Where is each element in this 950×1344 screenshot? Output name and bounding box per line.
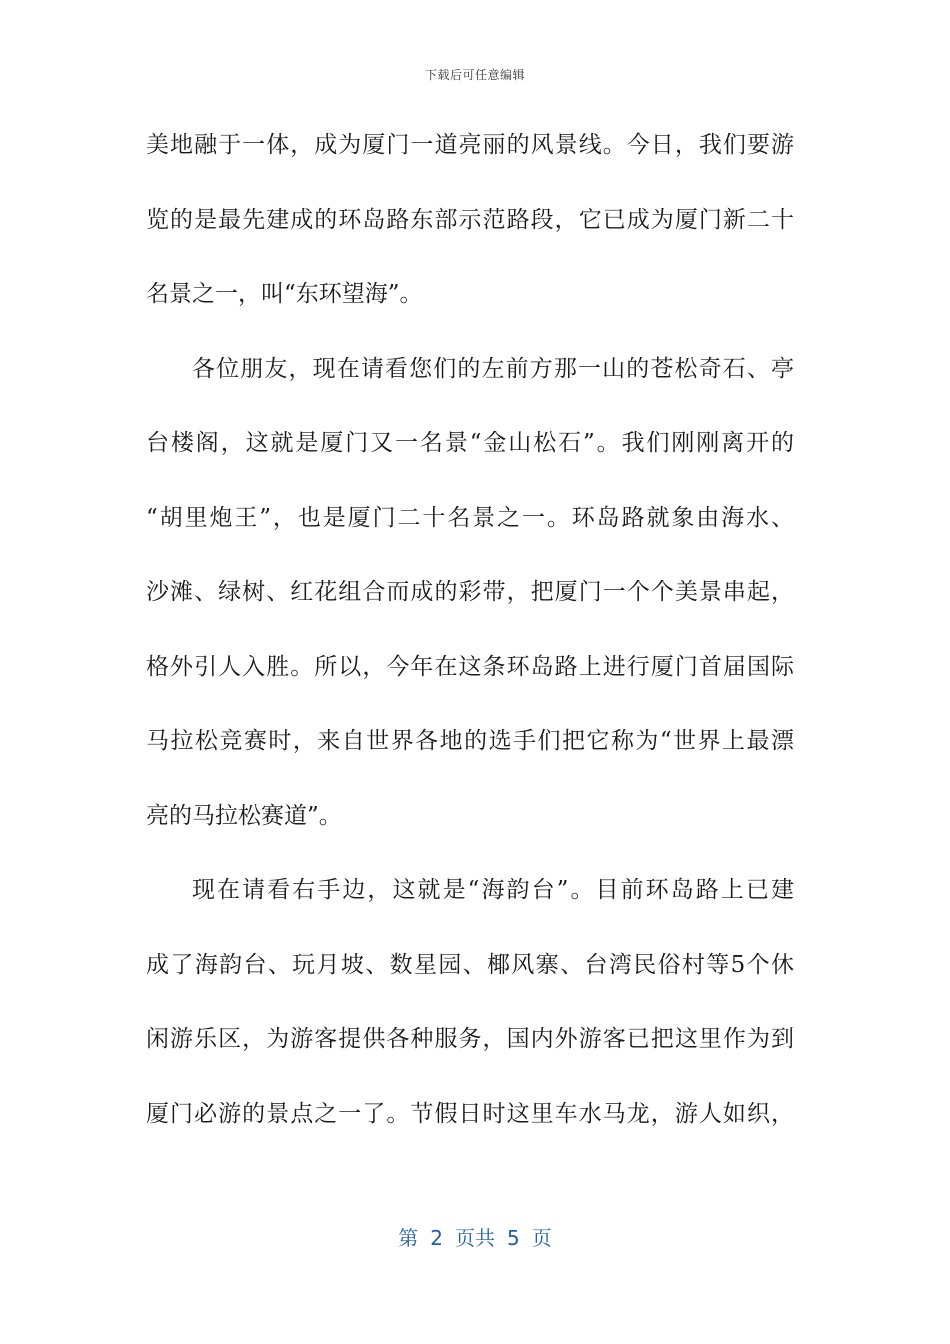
text-line: 格外引人入胜。所以，今年在这条环岛路上进行厦门首届国际 — [146, 653, 794, 680]
text-line: “胡里炮王”，也是厦门二十名景之一。环岛路就象由海水、 — [146, 504, 794, 531]
text-line: 各位朋友，现在请看您们的左前方那一山的苍松奇石、亭 — [192, 355, 794, 382]
text-line: 览的是最先建成的环岛路东部示范路段，它已成为厦门新二十 — [146, 206, 794, 233]
text-line: 成了海韵台、玩月坡、数星园、椰风寨、台湾民俗村等5个休 — [146, 951, 794, 978]
page-prefix: 第 — [398, 1226, 419, 1250]
page-footer — [0, 1222, 950, 1251]
text-line: 美地融于一体，成为厦门一道亮丽的风景线。今日，我们要游 — [146, 132, 794, 158]
page-suffix: 页 — [531, 1226, 552, 1250]
text-line: 沙滩、绿树、红花组合而成的彩带，把厦门一个个美景串起， — [146, 579, 794, 605]
text-line: 闲游乐区，为游客提供各种服务，国内外游客已把这里作为到 — [146, 1026, 794, 1052]
document-body — [146, 118, 794, 1161]
text-line: 台楼阁，这就是厦门又一名景“金山松石”。我们刚刚离开的 — [146, 430, 794, 456]
page-header: 下载后可任意编辑 — [424, 68, 525, 82]
page-mid: 页共 — [455, 1226, 495, 1250]
page-number: 2 — [430, 1226, 443, 1250]
text-line: 马拉松竞赛时，来自世界各地的选手们把它称为“世界上最漂 — [146, 728, 794, 754]
text-line: 厦门必游的景点之一了。节假日时这里车水马龙，游人如织， — [146, 1100, 794, 1127]
page-total: 5 — [507, 1226, 520, 1250]
text-line: 名景之一，叫“东环望海”。 — [146, 281, 423, 307]
text-line: 现在请看右手边，这就是“海韵台”。目前环岛路上已建 — [192, 877, 794, 903]
text-line: 亮的马拉松赛道”。 — [146, 802, 342, 829]
